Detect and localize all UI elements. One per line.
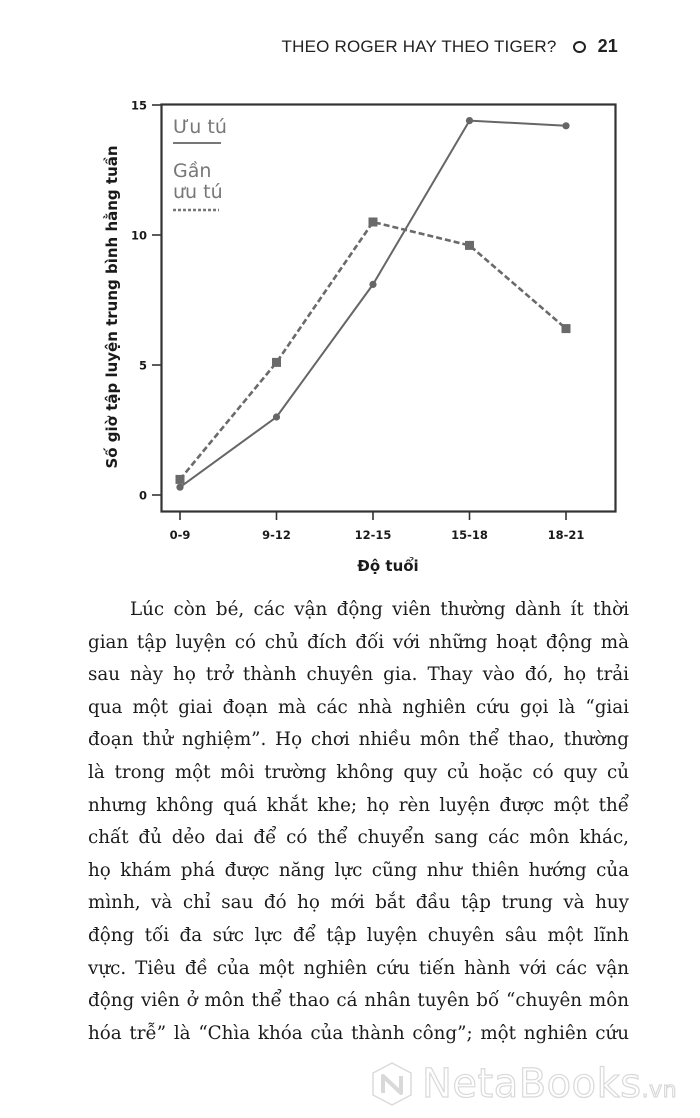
body-line: mình, và chỉ sau đó họ mới bắt đầu tập trung và huy xyxy=(88,892,629,914)
legend xyxy=(173,116,227,210)
body-line: Lúc còn bé, các vận động viên thường dành ít thời xyxy=(130,599,629,620)
data-point-near-elite xyxy=(465,241,474,250)
x-tick-label: 0-9 xyxy=(169,528,191,542)
body-line: nhưng không quá khắt khe; họ rèn luyện được một thể xyxy=(88,794,629,816)
body-line: qua một giai đoạn mà các nhà nghiên cứu gọi là “giai xyxy=(88,696,629,718)
data-point-elite xyxy=(176,484,183,491)
data-point-elite xyxy=(466,117,473,124)
y-tick-label: 15 xyxy=(130,98,147,113)
body-paragraph xyxy=(88,594,629,1050)
y-axis-ticks xyxy=(131,99,161,503)
data-point-near-elite xyxy=(369,218,378,227)
data-point-elite xyxy=(562,122,569,129)
body-line: sau này họ trở thành chuyên gia. Thay vào đó, họ trải xyxy=(88,664,629,686)
watermark-brand-main: NetaBooks xyxy=(422,1061,642,1107)
body-line: vực. Tiêu đề của một nghiên cứu tiến hành với các vận xyxy=(88,957,629,979)
y-tick-label: 10 xyxy=(130,228,147,243)
body-line: gian tập luyện có chủ đích đối với những hoạt động mà xyxy=(88,631,629,653)
data-point-near-elite xyxy=(272,358,281,367)
y-tick-label: 5 xyxy=(138,358,147,373)
series-layer xyxy=(176,117,571,491)
series-line-near-elite xyxy=(180,222,566,479)
x-tick-label: 15-18 xyxy=(451,528,488,542)
x-tick-label: 18-21 xyxy=(547,528,585,542)
x-axis-label: Độ tuổi xyxy=(357,557,419,575)
watermark-brand-tld: .vn xyxy=(641,1078,678,1103)
chapter-title: THEO ROGER HAY THEO TIGER? xyxy=(281,36,557,56)
body-line: hóa trễ” là “Chìa khóa của thành công”; một nghiên cứu xyxy=(88,1022,629,1044)
data-point-elite xyxy=(369,281,376,288)
body-line: chất đủ dẻo dai để có thể chuyển sang các môn khác, xyxy=(88,827,629,849)
body-line: động tối đa sức lực để tập luyện chuyên sâu một lĩnh xyxy=(88,924,629,946)
legend-label-elite: Ưu tú xyxy=(173,116,227,138)
x-tick-label: 12-15 xyxy=(354,528,392,542)
data-point-near-elite xyxy=(176,475,185,484)
legend-label-near-elite-line1: Gần xyxy=(173,160,212,182)
body-line: họ khám phá được năng lực cũng như thiên hướng của xyxy=(88,859,629,881)
x-tick-label: 9-12 xyxy=(262,528,291,542)
x-axis-ticks xyxy=(170,511,585,542)
watermark xyxy=(368,1060,677,1108)
watermark-brand xyxy=(422,1061,677,1107)
legend-label-near-elite-line2: ưu tú xyxy=(173,181,223,203)
data-point-elite xyxy=(273,413,280,420)
series-line-elite xyxy=(180,121,566,488)
page-number: 21 xyxy=(597,36,618,56)
netabooks-logo-icon xyxy=(368,1060,416,1108)
y-tick-label: 0 xyxy=(138,488,147,503)
body-line: là trong một môi trường không quy củ hoặc có quy củ xyxy=(88,761,629,783)
y-axis-label: Số giờ tập luyện trung bình hằng tuần xyxy=(103,145,121,469)
body-line: đoạn thử nghiệm”. Họ chơi nhiều môn thể thao, thường xyxy=(88,729,629,751)
data-point-near-elite xyxy=(562,324,571,333)
body-line: động viên ở môn thể thao cá nhân tuyên bố “chuyên môn xyxy=(88,990,629,1012)
